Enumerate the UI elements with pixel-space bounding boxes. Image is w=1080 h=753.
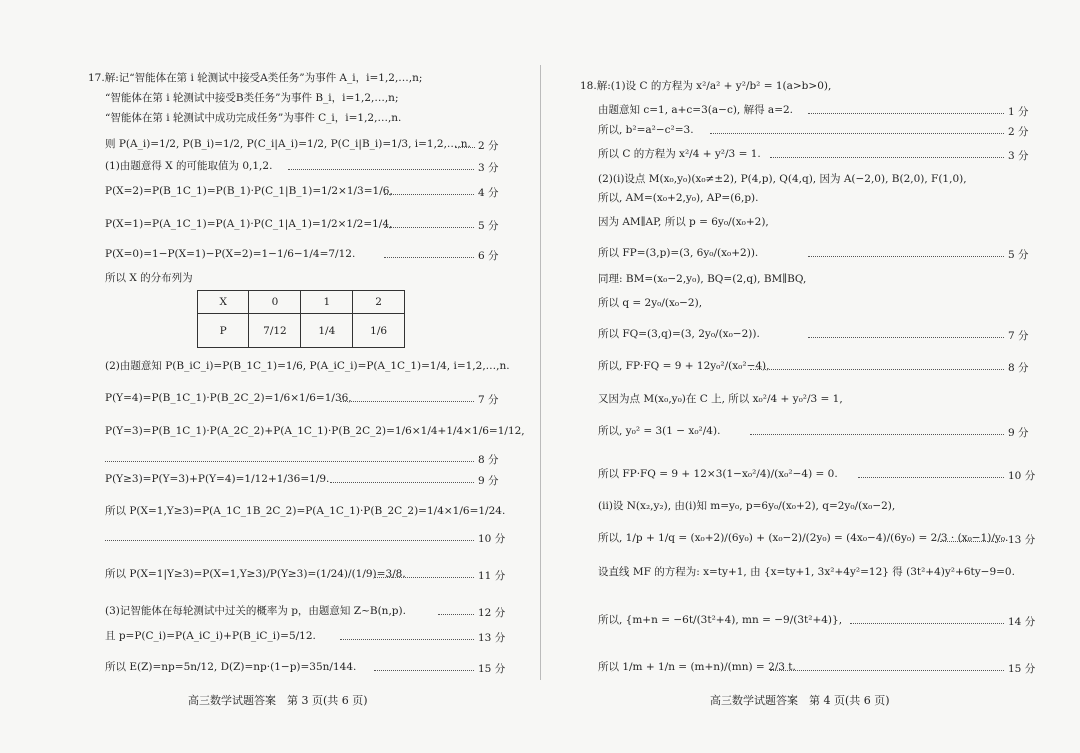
text-line: 所以 FP·FQ = 9 + 12×3(1−x₀²/4)/(x₀²−4) = 0. <box>598 468 838 480</box>
score: 8 分 <box>1008 362 1029 374</box>
text-line: 设直线 MF 的方程为: x=ty+1, 由 {x=ty+1, 3x²+4y²=12} 得 (3t²+4)y²+6ty−9=0. <box>598 566 1015 578</box>
score: 3 分 <box>1008 150 1029 162</box>
score: 5 分 <box>478 220 499 232</box>
table-cell: P <box>198 314 249 348</box>
leader-dots <box>438 614 474 615</box>
leader-dots <box>384 227 474 228</box>
text-line: 所以 q = 2y₀/(x₀−2), <box>598 297 703 309</box>
leader-dots <box>770 157 1004 158</box>
text-line: 由题意知 c=1, a+c=3(a−c), 解得 a=2. <box>598 104 794 116</box>
text-line: 所以 1/m + 1/n = (m+n)/(mn) = 2/3 t. <box>598 661 796 673</box>
distribution-table <box>197 290 405 348</box>
score: 7 分 <box>1008 330 1029 342</box>
leader-dots <box>808 256 1004 257</box>
leader-dots <box>374 577 474 578</box>
score: 1 分 <box>1008 106 1029 118</box>
right-page <box>540 0 1080 753</box>
score: 10 分 <box>478 533 506 545</box>
text-line: P(Y=3)=P(B_1C_1)·P(A_2C_2)+P(A_1C_1)·P(B_2C_2)=1/6×1/4+1/4×1/6=1/12, <box>105 425 525 437</box>
leader-dots <box>330 482 474 483</box>
text-line: (1)由题意得 X 的可能取值为 0,1,2. <box>105 160 273 172</box>
text-line: 因为 AM∥AP, 所以 p = 6y₀/(x₀+2), <box>598 216 769 228</box>
text-line: “智能体在第 i 轮测试中接受B类任务”为事件 B_i，i=1,2,…,n; <box>105 92 399 104</box>
leader-dots <box>710 133 1004 134</box>
text-line: P(X=1)=P(A_1C_1)=P(A_1)·P(C_1|A_1)=1/2×1/2=1/4, <box>105 218 393 230</box>
text-line: “智能体在第 i 轮测试中成功完成任务”为事件 C_i，i=1,2,…,n. <box>105 112 402 124</box>
text-line: 又因为点 M(x₀,y₀)在 C 上, 所以 x₀²/4 + y₀²/3 = 1, <box>598 393 843 405</box>
score: 4 分 <box>478 187 499 199</box>
leader-dots <box>340 401 474 402</box>
text-line: 所以 C 的方程为 x²/4 + y²/3 = 1. <box>598 148 761 160</box>
page-footer: 高三数学试题答案 第 3 页(共 6 页) <box>188 694 368 707</box>
leader-dots <box>750 434 1004 435</box>
score: 11 分 <box>478 570 506 582</box>
text-line: 同理: BM=(x₀−2,y₀), BQ=(2,q), BM∥BQ, <box>598 273 807 285</box>
text-line: 所以, FP·FQ = 9 + 12y₀²/(x₀²−4), <box>598 360 770 372</box>
leader-dots <box>288 169 474 170</box>
text-line: (2)(i)设点 M(x₀,y₀)(x₀≠±2), P(4,p), Q(4,q), 因为 A(−2,0), B(2,0), F(1,0), <box>598 173 967 185</box>
score: 15 分 <box>478 663 506 675</box>
leader-dots <box>384 257 474 258</box>
text-line: 所以 X 的分布列为 <box>105 272 193 284</box>
score: 10 分 <box>1008 470 1036 482</box>
score: 7 分 <box>478 394 499 406</box>
leader-dots <box>105 540 474 541</box>
table-header-cell: 2 <box>353 291 405 314</box>
score: 2 分 <box>1008 126 1029 138</box>
leader-dots <box>750 369 1004 370</box>
text-line: P(Y=4)=P(B_1C_1)·P(B_2C_2)=1/6×1/6=1/36, <box>105 392 352 404</box>
leader-dots <box>850 623 1004 624</box>
score: 3 分 <box>478 162 499 174</box>
table-cell: 1/6 <box>353 314 405 348</box>
score: 13 分 <box>1008 534 1036 546</box>
text-line: 则 P(A_i)=1/2, P(B_i)=1/2, P(C_i|A_i)=1/2, P(C_i|B_i)=1/3, i=1,2,…,n. <box>105 138 471 150</box>
text-line: 所以, {m+n = −6t/(3t²+4), mn = −9/(3t²+4)}, <box>598 614 843 626</box>
leader-dots <box>770 670 1004 671</box>
score: 14 分 <box>1008 616 1036 628</box>
text-line: 所以 P(X=1|Y≥3)=P(X=1,Y≥3)/P(Y≥3)=(1/24)/(1/9)=3/8. <box>105 568 406 580</box>
leader-dots <box>940 541 1004 542</box>
score: 9 分 <box>1008 427 1029 439</box>
text-line: P(Y≥3)=P(Y=3)+P(Y=4)=1/12+1/36=1/9. <box>105 473 330 485</box>
leader-dots <box>340 639 474 640</box>
solution-18-header: 18.解:(1)设 C 的方程为 x²/a² + y²/b² = 1(a>b>0), <box>580 80 832 92</box>
leader-dots <box>808 337 1004 338</box>
leader-dots <box>455 147 475 148</box>
score: 2 分 <box>478 140 499 152</box>
text-line: (ii)设 N(x₂,y₂), 由(i)知 m=y₀, p=6y₀/(x₀+2), q=2y₀/(x₀−2), <box>598 500 896 512</box>
text-line: 所以, AM=(x₀+2,y₀), AP=(6,p). <box>598 192 759 204</box>
score: 8 分 <box>478 454 499 466</box>
page-footer: 高三数学试题答案 第 4 页(共 6 页) <box>710 694 890 707</box>
table-cell: 7/12 <box>249 314 301 348</box>
text-line: 所以, y₀² = 3(1 − x₀²/4). <box>598 425 721 437</box>
leader-dots <box>105 461 474 462</box>
text-line: 所以, b²=a²−c²=3. <box>598 124 694 136</box>
text-line: (2)由题意知 P(B_iC_i)=P(B_1C_1)=1/6, P(A_iC_i)=P(A_1C_1)=1/4, i=1,2,…,n. <box>105 360 510 372</box>
solution-17-header: 17.解:记“智能体在第 i 轮测试中接受A类任务”为事件 A_i，i=1,2,…,n; <box>88 72 423 84</box>
score: 15 分 <box>1008 663 1036 675</box>
leader-dots <box>374 670 474 671</box>
text-line: 所以, 1/p + 1/q = (x₀+2)/(6y₀) + (x₀−2)/(2y₀) = (4x₀−4)/(6y₀) = 2/3 · (x₀−1)/y₀. <box>598 532 1009 544</box>
text-line: P(X=0)=1−P(X=1)−P(X=2)=1−1/6−1/4=7/12. <box>105 248 356 260</box>
score: 9 分 <box>478 475 499 487</box>
table-header-cell: 1 <box>301 291 353 314</box>
text-line: (3)记智能体在每轮测试中过关的概率为 p，由题意知 Z~B(n,p). <box>105 605 406 617</box>
text-line: 所以 FQ=(3,q)=(3, 2y₀/(x₀−2)). <box>598 328 760 340</box>
score: 5 分 <box>1008 249 1029 261</box>
table-cell: 1/4 <box>301 314 353 348</box>
leader-dots <box>384 194 474 195</box>
text-line: P(X=2)=P(B_1C_1)=P(B_1)·P(C_1|B_1)=1/2×1/3=1/6, <box>105 185 393 197</box>
score: 12 分 <box>478 607 506 619</box>
leader-dots <box>808 113 1004 114</box>
text-line: 所以 P(X=1,Y≥3)=P(A_1C_1B_2C_2)=P(A_1C_1)·P(B_2C_2)=1/4×1/6=1/24. <box>105 505 506 517</box>
table-header-cell: X <box>198 291 249 314</box>
score: 6 分 <box>478 250 499 262</box>
score: 13 分 <box>478 632 506 644</box>
leader-dots <box>858 477 1004 478</box>
text-line: 所以 E(Z)=np=5n/12, D(Z)=np·(1−p)=35n/144. <box>105 661 357 673</box>
text-line: 且 p=P(C_i)=P(A_iC_i)+P(B_iC_i)=5/12. <box>105 630 316 642</box>
table-header-cell: 0 <box>249 291 301 314</box>
text-line: 所以 FP=(3,p)=(3, 6y₀/(x₀+2)). <box>598 247 759 259</box>
